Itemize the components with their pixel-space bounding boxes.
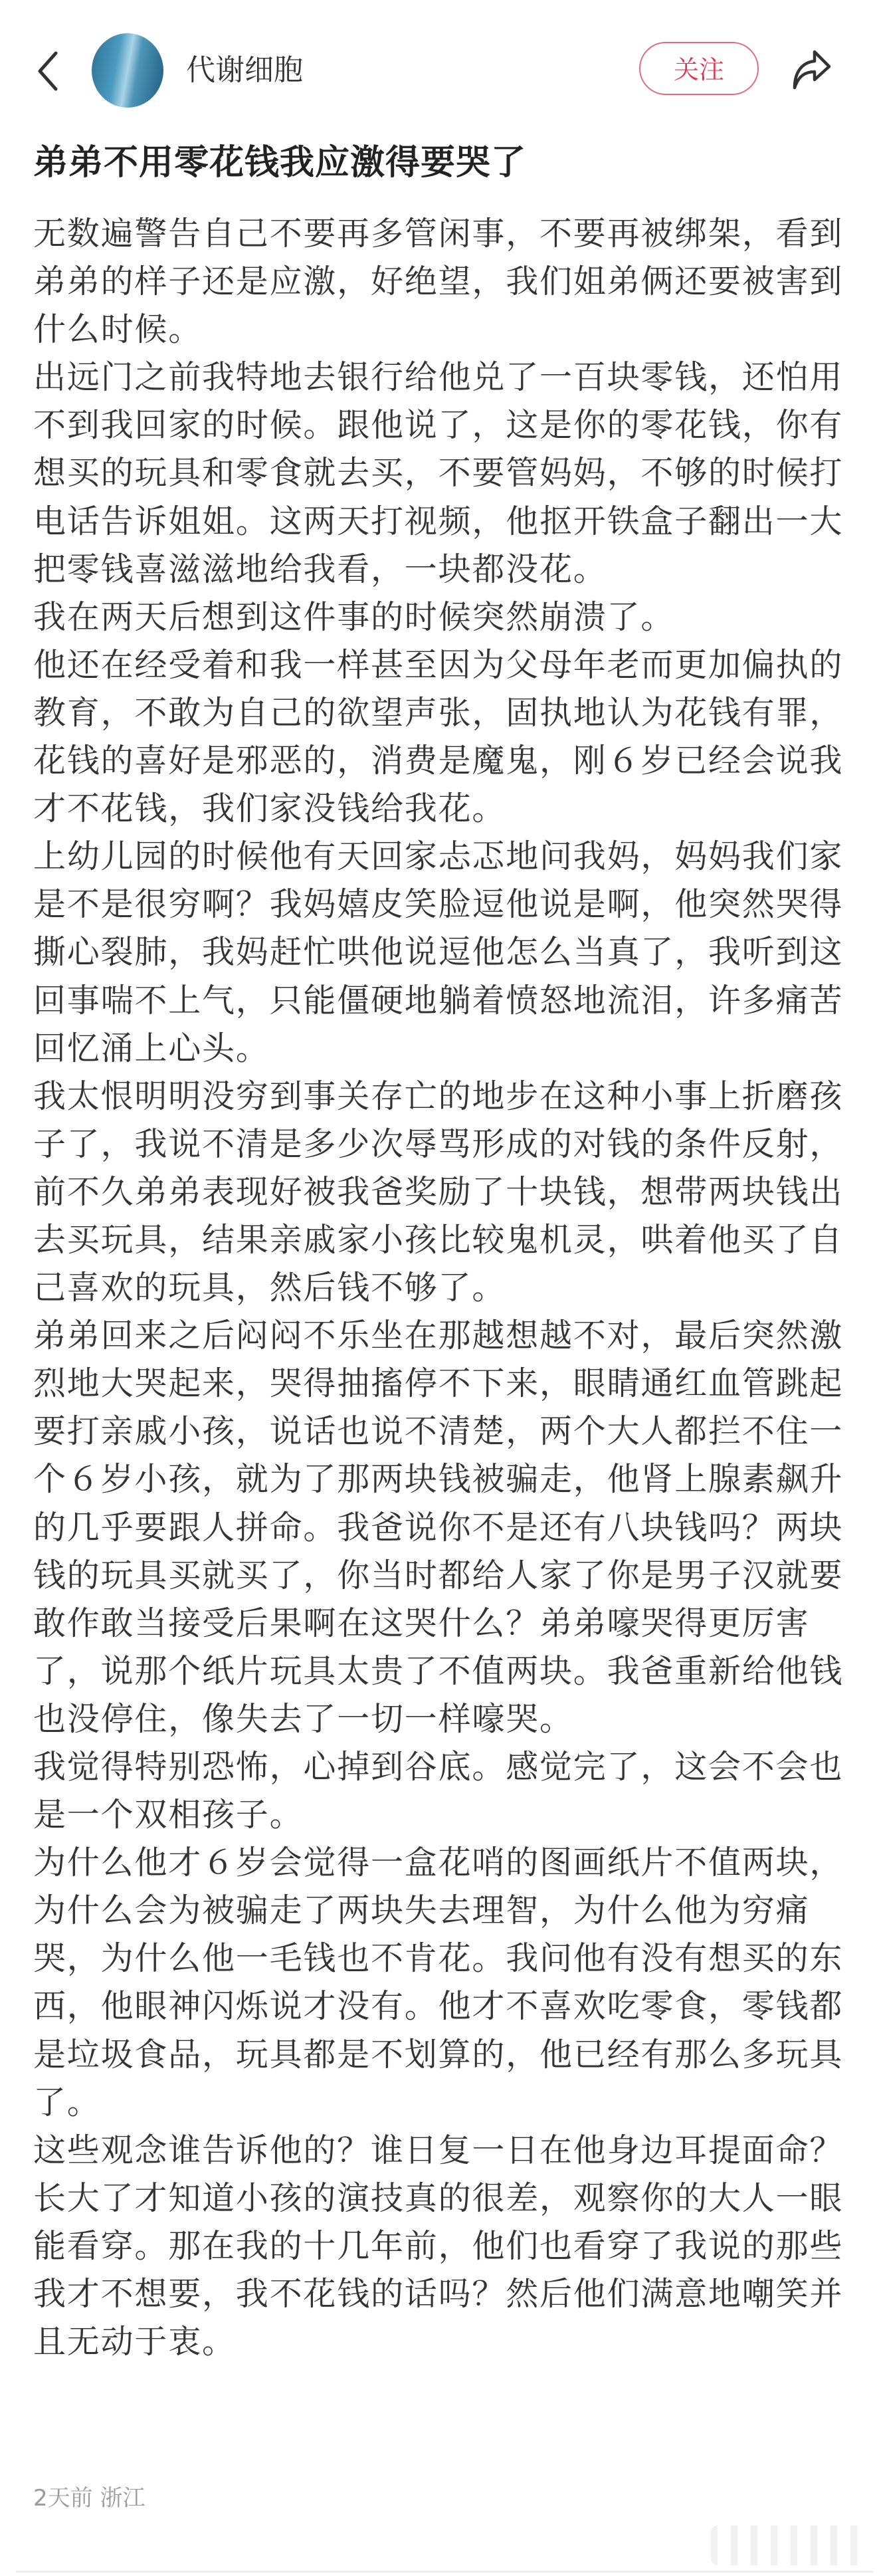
paragraph: 我觉得特别恐怖，心掉到谷底。感觉完了，这会不会也是一个双相孩子。 — [33, 1748, 844, 1834]
paragraph: 我在两天后想到这件事的时候突然崩溃了。 — [33, 597, 675, 636]
paragraph: 为什么他才６岁会觉得一盒花哨的图画纸片不值两块，为什么会为被骗走了两块失去理智，为什么他为穷痛哭，为什么他一毛钱也不肯花。我问他有没有想买的东西，他眼神闪烁说才没有。他才不喜欢吃零食，零钱都是垃圾食品，玩具都是不划算的，他已经有那么多玩具了。 — [33, 1844, 844, 2121]
chevron-left-icon — [32, 48, 65, 94]
paragraph: 他还在经受着和我一样甚至因为父母年老而更加偏执的教育，不敢为自己的欲望声张，固执地认为花钱有罪，花钱的喜好是邪恶的，消费是魔鬼，刚６岁已经会说我才不花钱，我们家没钱给我花。 — [33, 645, 844, 828]
back-button[interactable] — [32, 48, 65, 94]
watermark — [711, 2525, 870, 2565]
post-title: 弟弟不用零花钱我应激得要哭了 — [33, 143, 527, 183]
paragraph: 无数遍警告自己不要再多管闲事，不要再被绑架，看到弟弟的样子还是应激，好绝望，我们姐弟俩还要被害到什么时候。 — [33, 215, 844, 349]
divider — [16, 2571, 873, 2573]
top-nav-bar — [0, 0, 877, 140]
paragraph: 长大了才知道小孩的演技真的很差，观察你的大人一眼能看穿。那在我的十几年前，他们也看穿了我说的那些我才不想要，我不花钱的话吗？然后他们满意地嘲笑并且无动于衷。 — [33, 2179, 844, 2361]
author-avatar[interactable] — [92, 33, 163, 108]
share-arrow-icon — [791, 48, 832, 92]
share-button[interactable] — [791, 48, 832, 92]
post-body — [33, 210, 852, 2366]
paragraph: 这些观念谁告诉他的？谁日复一日在他身边耳提面命？ — [33, 2131, 844, 2169]
paragraph: 弟弟回来之后闷闷不乐坐在那越想越不对，最后突然激烈地大哭起来，哭得抽搐停不下来，眼睛通红血管跳起要打亲戚小孩，说话也说不清楚，两个大人都拦不住一个６岁小孩，就为了那两块钱被骗走，他肾上腺素飙升的几乎要跟人拼命。我爸说你不是还有八块钱吗？两块钱的玩具买就买了，你当时都给人家了你是男子汉就要敢作敢当接受后果啊在这哭什么？弟弟嚎哭得更厉害了，说那个纸片玩具太贵了不值两块。我爸重新给他钱也没停住，像失去了一切一样嚎哭。 — [33, 1317, 844, 1738]
author-name[interactable]: 代谢细胞 — [186, 53, 303, 87]
paragraph: 上幼儿园的时候他有天回家忐忑地问我妈，妈妈我们家是不是很穷啊？我妈嬉皮笑脸逗他说是啊，他突然哭得撕心裂肺，我妈赶忙哄他说逗他怎么当真了，我听到这回事喘不上气，只能僵硬地躺着愤怒地流泪，许多痛苦回忆涌上心头。 — [33, 837, 844, 1067]
post-meta: 2天前 浙江 — [33, 2485, 146, 2512]
paragraph: 出远门之前我特地去银行给他兑了一百块零钱，还怕用不到我回家的时候。跟他说了，这是你的零花钱，你有想买的玩具和零食就去买，不要管妈妈，不够的时候打电话告诉姐姐。这两天打视频，他抠开铁盒子翻出一大把零钱喜滋滋地给我看，一块都没花。 — [33, 358, 844, 588]
follow-button[interactable]: 关注 — [639, 42, 759, 95]
paragraph: 我太恨明明没穷到事关存亡的地步在这种小事上折磨孩子了，我说不清是多少次辱骂形成的对钱的条件反射，前不久弟弟表现好被我爸奖励了十块钱，想带两块钱出去买玩具，结果亲戚家小孩比较鬼机灵，哄着他买了自己喜欢的玩具，然后钱不够了。 — [33, 1077, 844, 1307]
